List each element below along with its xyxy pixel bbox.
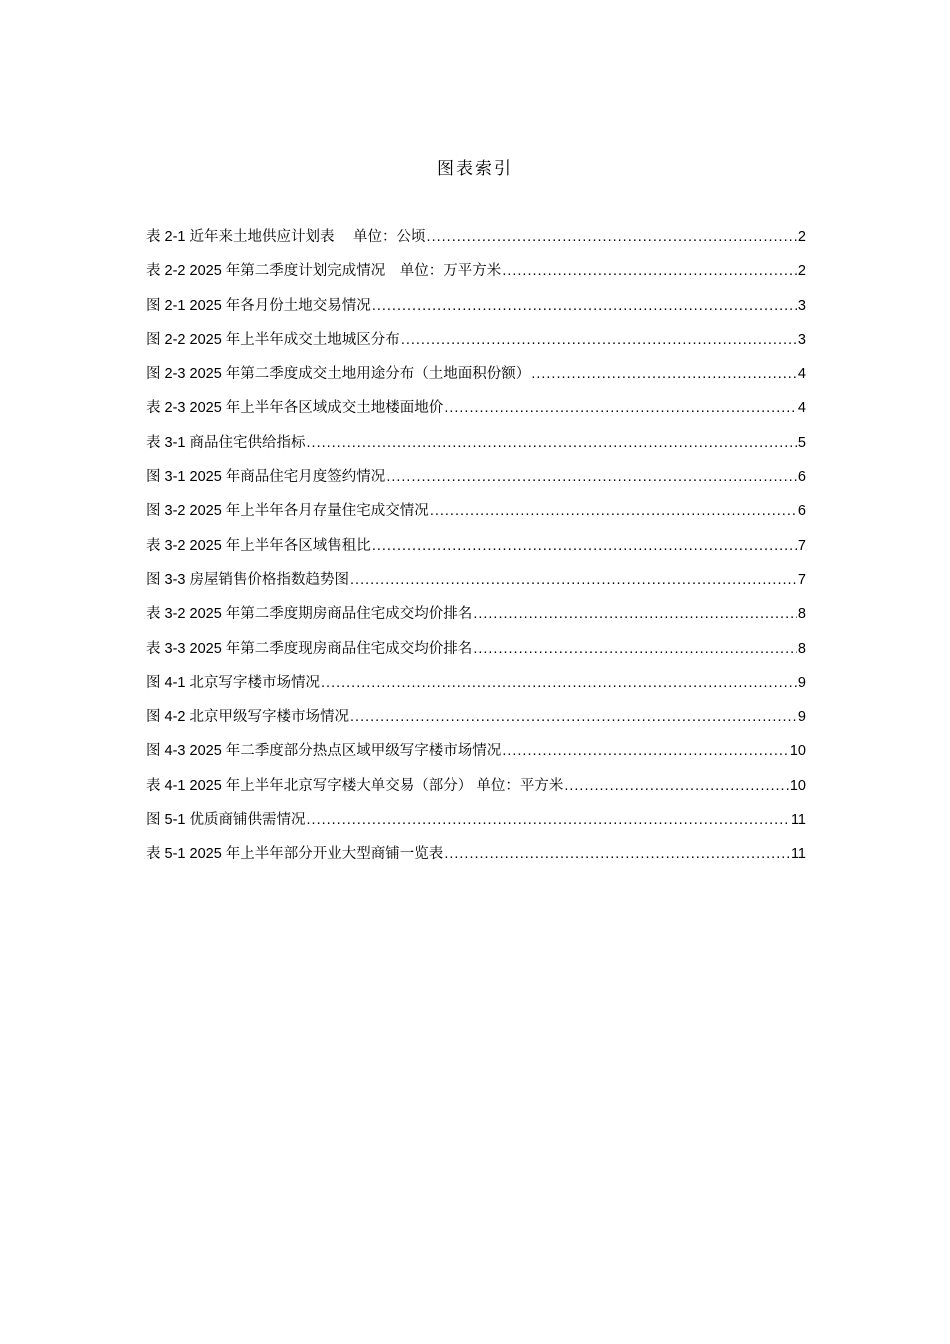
toc-entry[interactable] xyxy=(146,396,806,430)
toc-entry[interactable] xyxy=(146,739,806,773)
toc-entry[interactable] xyxy=(146,842,806,876)
toc-entry-page: 4 xyxy=(797,366,806,383)
toc-entry[interactable] xyxy=(146,294,806,328)
dot-leader xyxy=(386,469,797,485)
toc-entry-label: 表 3-3 2025 年第二季度现房商品住宅成交均价排名 xyxy=(146,640,473,657)
dot-leader xyxy=(307,435,797,451)
dot-leader xyxy=(350,709,797,725)
dot-leader xyxy=(502,263,797,279)
toc-entry-page: 9 xyxy=(797,674,806,691)
toc-entry[interactable] xyxy=(146,671,806,705)
toc-entry[interactable] xyxy=(146,431,806,465)
toc-entry-page: 11 xyxy=(790,812,806,829)
toc-entry-page: 2 xyxy=(797,229,806,245)
toc-entry-label: 表 5-1 2025 年上半年部分开业大型商铺一览表 xyxy=(146,846,444,863)
toc-entry-page: 10 xyxy=(789,777,806,794)
toc-entry[interactable] xyxy=(146,362,806,396)
dot-leader xyxy=(321,675,797,691)
toc-entry-label: 表 4-1 2025 年上半年北京写字楼大单交易（部分） 单位：平方米 xyxy=(146,777,564,794)
toc-entry[interactable] xyxy=(146,637,806,671)
toc-entry-page: 9 xyxy=(797,709,806,726)
table-of-figures xyxy=(146,225,806,877)
toc-entry-page: 10 xyxy=(789,743,806,760)
toc-entry-label: 表 3-2 2025 年第二季度期房商品住宅成交均价排名 xyxy=(146,606,473,623)
toc-entry[interactable] xyxy=(146,465,806,499)
dot-leader xyxy=(372,538,797,554)
toc-entry-label: 表 2-2 2025 年第二季度计划完成情况 单位：万平方米 xyxy=(146,263,502,280)
dot-leader xyxy=(307,812,790,828)
toc-entry[interactable] xyxy=(146,808,806,842)
toc-entry-page: 5 xyxy=(797,434,806,451)
toc-entry[interactable] xyxy=(146,602,806,636)
toc-entry-page: 2 xyxy=(797,263,806,280)
toc-entry[interactable] xyxy=(146,259,806,293)
toc-entry-label: 图 3-3 房屋销售价格指数趋势图 xyxy=(146,571,350,588)
toc-entry-label: 图 4-3 2025 年二季度部分热点区域甲级写字楼市场情况 xyxy=(146,743,502,760)
toc-entry[interactable] xyxy=(146,774,806,808)
toc-entry-label: 图 2-2 2025 年上半年成交土地城区分布 xyxy=(146,331,400,348)
toc-entry[interactable] xyxy=(146,225,806,259)
toc-entry-page: 3 xyxy=(797,297,806,314)
dot-leader xyxy=(444,846,790,862)
toc-entry-label: 图 3-1 2025 年商品住宅月度签约情况 xyxy=(146,469,386,486)
toc-entry-label: 图 4-2 北京甲级写字楼市场情况 xyxy=(146,709,350,726)
toc-entry[interactable] xyxy=(146,328,806,362)
toc-entry-label: 图 4-1 北京写字楼市场情况 xyxy=(146,674,321,691)
toc-entry-label: 图 2-3 2025 年第二季度成交土地用途分布（土地面积份额） xyxy=(146,366,531,383)
toc-entry-page: 7 xyxy=(797,537,806,554)
dot-leader xyxy=(427,229,797,245)
toc-entry[interactable] xyxy=(146,568,806,602)
toc-entry-label: 图 5-1 优质商铺供需情况 xyxy=(146,812,306,829)
toc-entry-page: 3 xyxy=(797,331,806,348)
toc-entry-page: 4 xyxy=(797,400,806,417)
dot-leader xyxy=(502,743,789,759)
dot-leader xyxy=(401,332,797,348)
dot-leader xyxy=(473,606,797,622)
toc-entry[interactable] xyxy=(146,705,806,739)
dot-leader xyxy=(473,641,797,657)
toc-entry-label: 表 3-2 2025 年上半年各区域售租比 xyxy=(146,537,371,554)
toc-entry-label: 表 3-1 商品住宅供给指标 xyxy=(146,434,306,451)
toc-entry-page: 6 xyxy=(797,469,806,486)
page-title: 图表索引 xyxy=(437,159,513,179)
dot-leader xyxy=(444,400,797,416)
toc-entry-label: 图 2-1 2025 年各月份土地交易情况 xyxy=(146,297,371,314)
dot-leader xyxy=(531,366,797,382)
toc-entry-label: 图 3-2 2025 年上半年各月存量住宅成交情况 xyxy=(146,503,429,520)
toc-entry-page: 6 xyxy=(797,503,806,520)
dot-leader xyxy=(430,503,797,519)
toc-entry-label: 表 2-1 近年来土地供应计划表 单位：公顷 xyxy=(146,229,426,245)
toc-entry-label: 表 2-3 2025 年上半年各区域成交土地楼面地价 xyxy=(146,400,444,417)
dot-leader xyxy=(564,778,789,794)
toc-entry-page: 11 xyxy=(790,846,806,863)
dot-leader xyxy=(372,298,797,314)
dot-leader xyxy=(350,572,797,588)
toc-entry[interactable] xyxy=(146,499,806,533)
toc-entry-page: 8 xyxy=(797,640,806,657)
toc-entry-page: 8 xyxy=(797,606,806,623)
toc-entry-page: 7 xyxy=(797,571,806,588)
toc-entry[interactable] xyxy=(146,534,806,568)
